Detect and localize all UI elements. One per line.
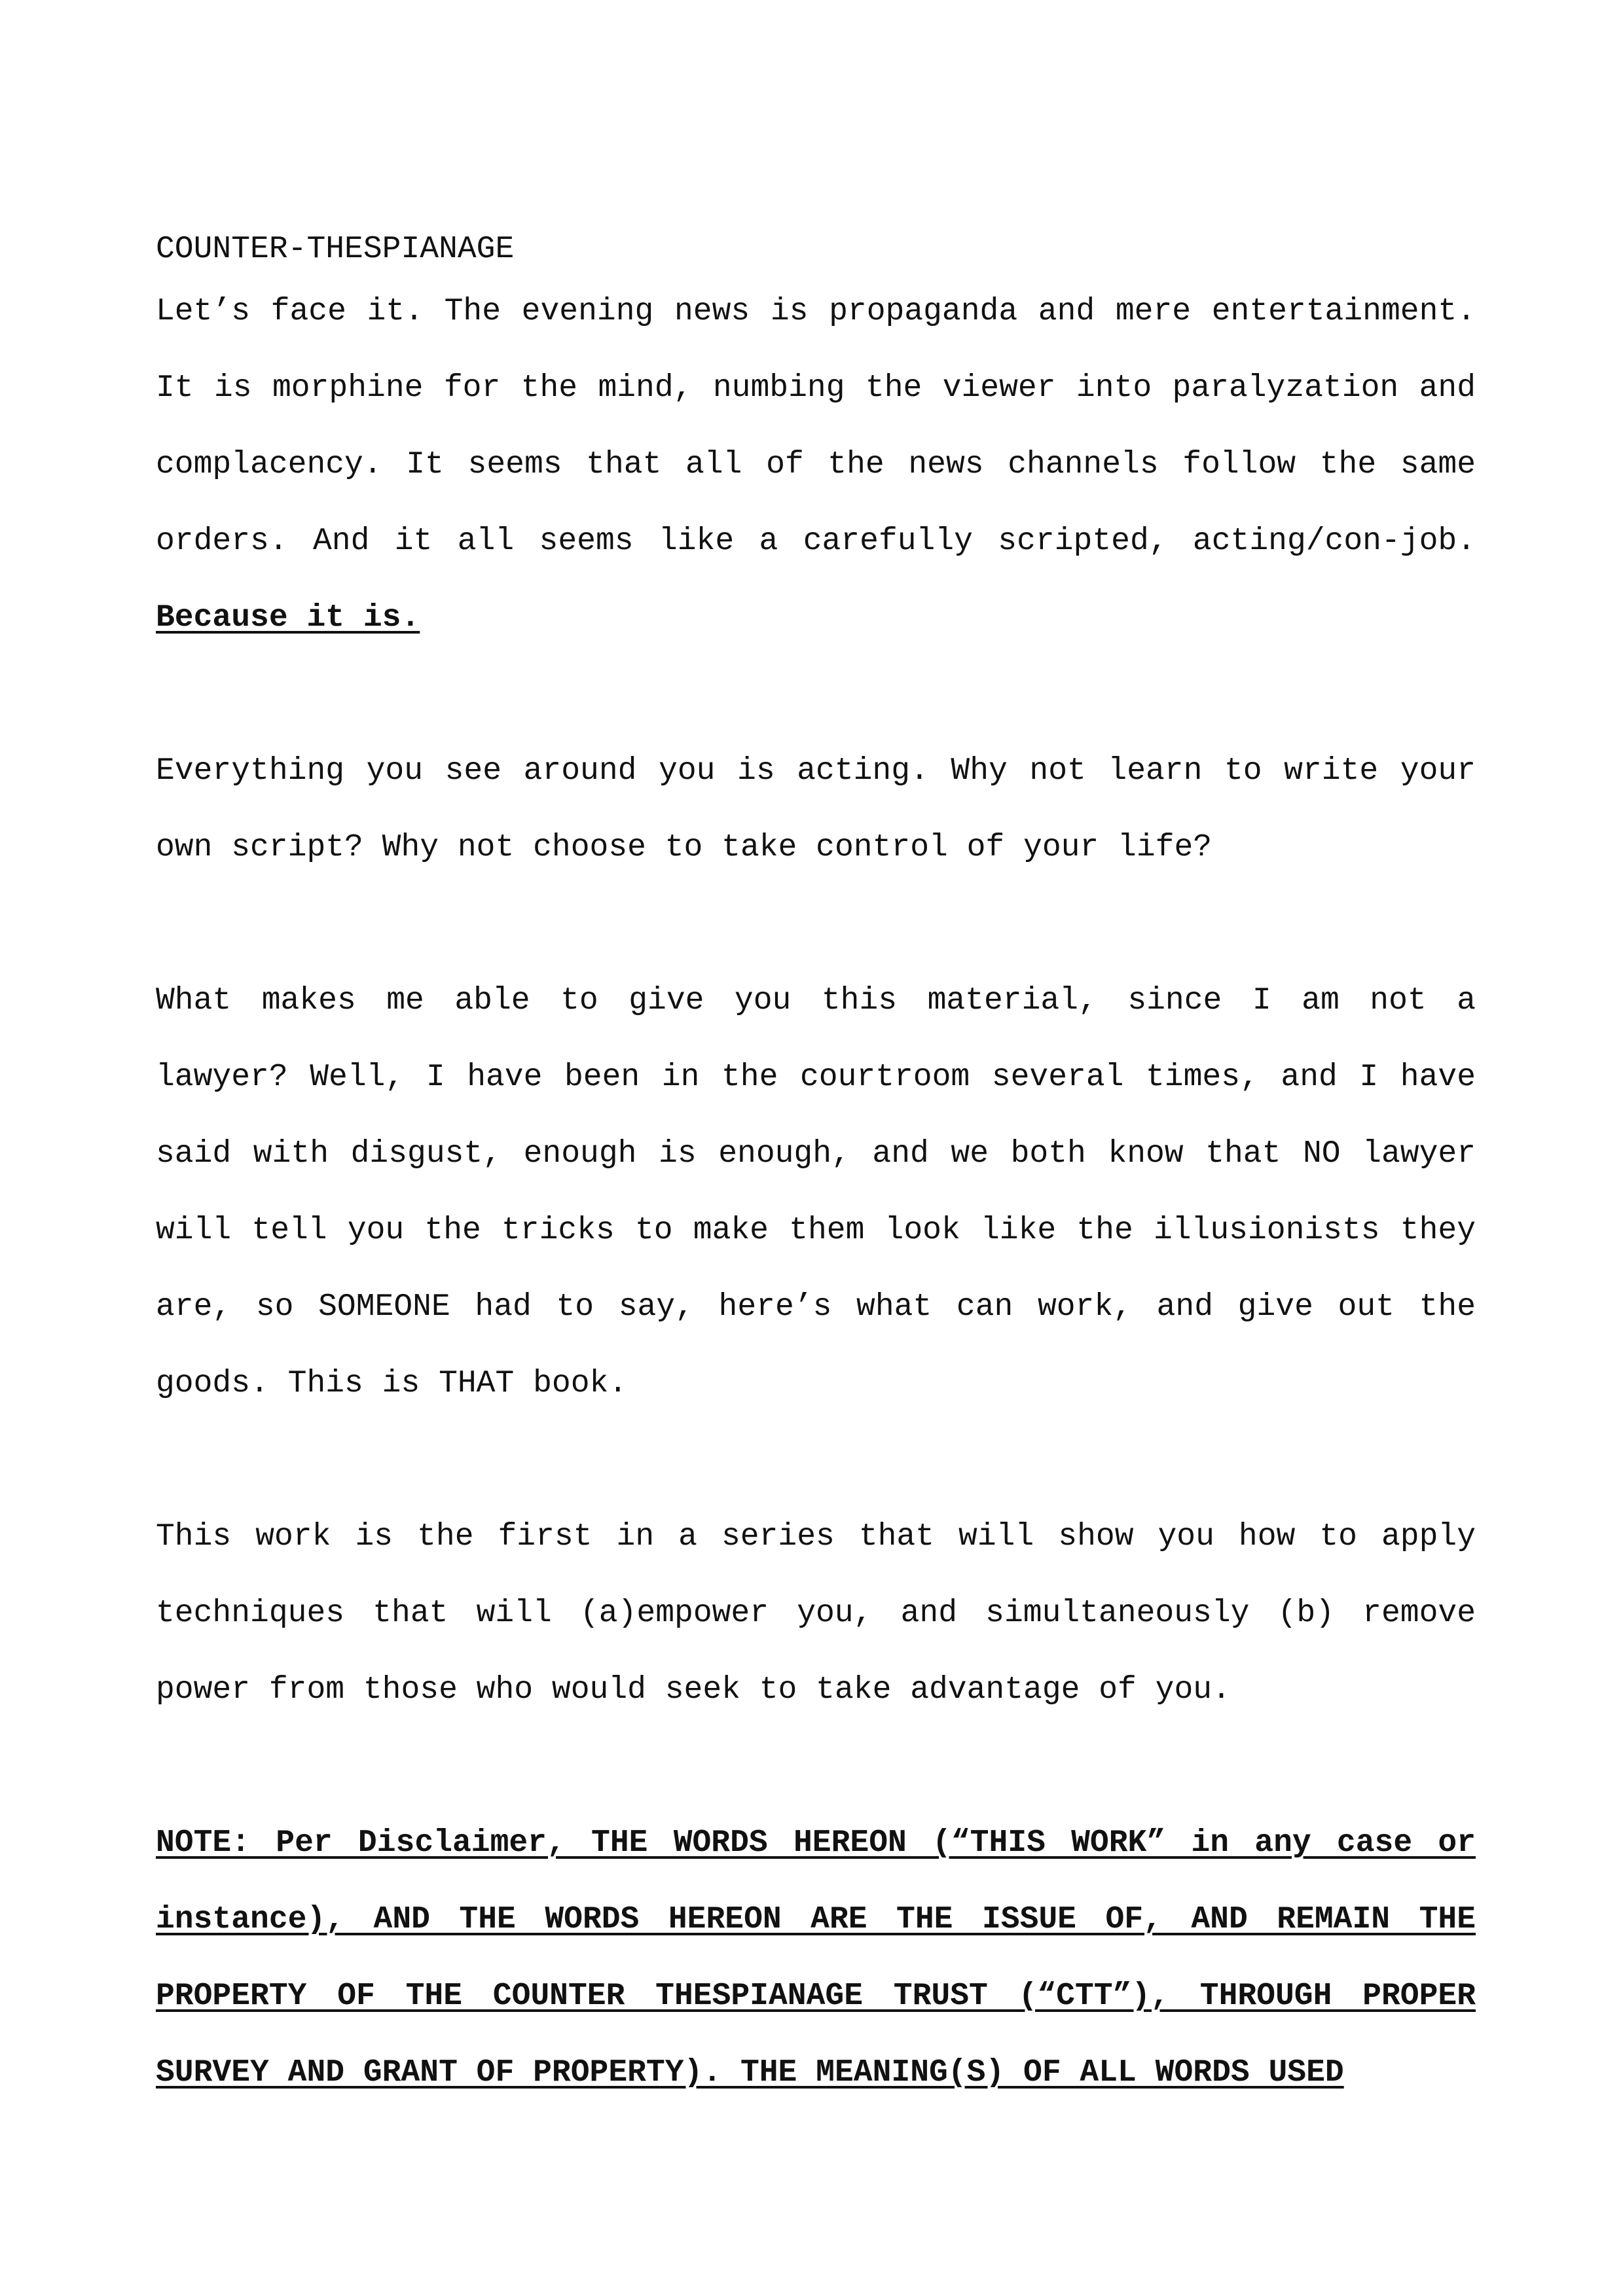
disclaimer-note: NOTE: Per Disclaimer, THE WORDS HEREON (“THIS WORK” in any case or instance), AND THE WORDS HEREON ARE THE ISSUE OF, AND REMAIN THE PROPERTY OF THE COUNTER THESPIANAGE TRUST (“CTT”), THROUGH PROPER SURVEY AND GRANT OF PROPERTY). THE MEANING(S) OF ALL WORDS USED — [156, 1825, 1476, 2090]
list-label-b: (b) — [1277, 1596, 1335, 1631]
document-body — [156, 226, 1476, 2111]
list-label-a: (a) — [579, 1596, 637, 1631]
paragraph-series — [156, 1499, 1476, 1729]
paragraph-series-end: remove power from those who would seek to take advantage of you. — [156, 1596, 1476, 1708]
paragraph-acting: Everything you see around you is acting. Why not learn to write your own script? Why not choose to take control of your life? — [156, 753, 1476, 865]
document-title: COUNTER-THESPIANAGE — [156, 232, 515, 267]
paragraph-author-reason: What makes me able to give you this material, since I am not a lawyer? Well, I have been in the courtroom several times, and I have said with disgust, enough is enough, and we both know that NO lawyer will tell you the tricks to make them look like the illusionists they are, so SOMEONE had to say, here’s what can work, and give out the goods. This is THAT book. — [156, 983, 1476, 1401]
paragraph-intro — [156, 274, 1476, 656]
paragraph-series-start: This work is the first in a series that will show you how to apply techniques that will — [156, 1519, 1476, 1631]
paragraph-series-middle: empower you, and simultaneously — [636, 1596, 1278, 1631]
emphasis-because-it-is: Because it is. — [156, 600, 420, 636]
paragraph-intro-text: Let’s face it. The evening news is propaganda and mere entertainment. It is morphine for the mind, numbing the viewer into paralyzation and complacency. It seems that all of the news channels follow the same orders. And it all seems like a carefully scripted, acting/con-job. — [156, 294, 1476, 559]
